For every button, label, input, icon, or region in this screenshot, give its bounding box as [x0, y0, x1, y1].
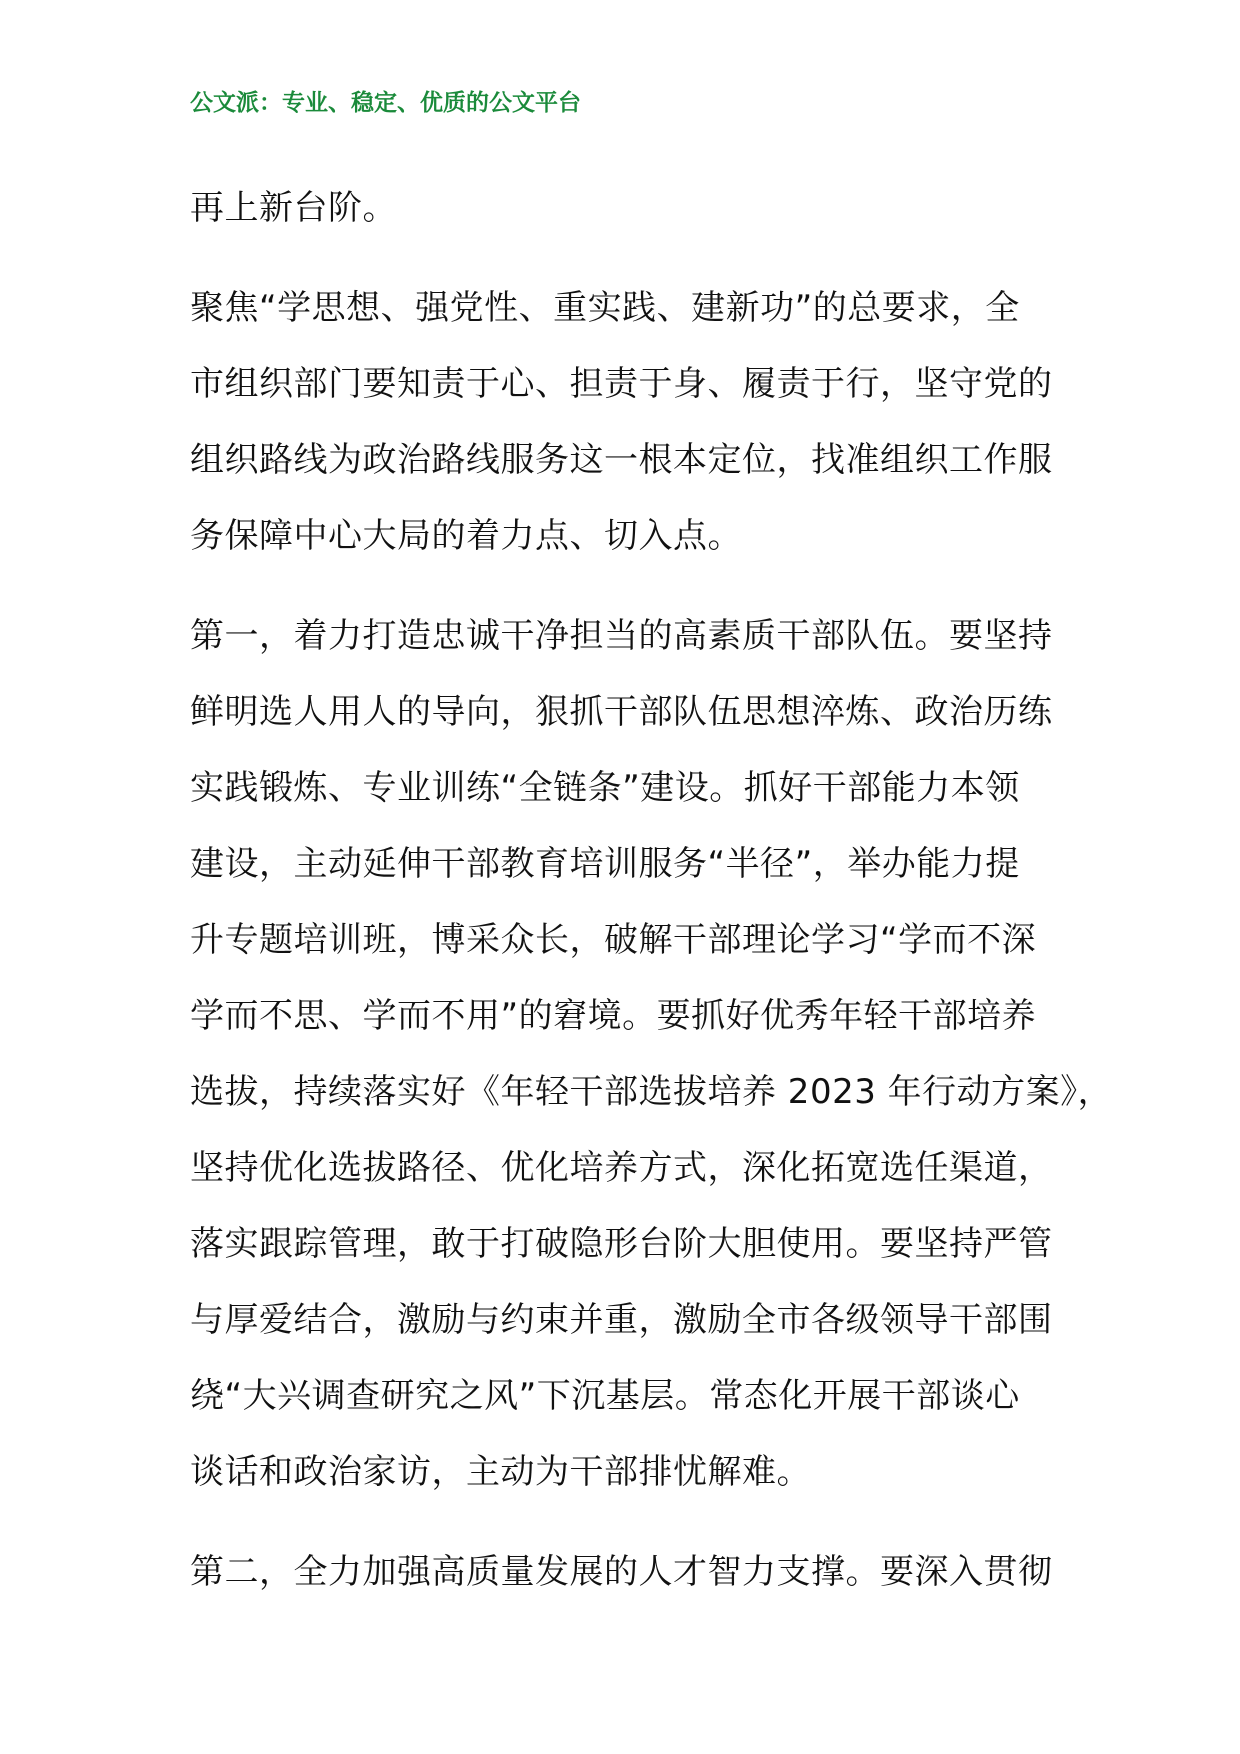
text-line: 与厚爱结合，激励与约束并重，激励全市各级领导干部围: [190, 1300, 1053, 1340]
text-line: 谈话和政治家访，主动为干部排忧解难。: [190, 1452, 811, 1492]
page-header: 公文派：专业、稳定、优质的公文平台: [190, 90, 581, 116]
text-line: 组织路线为政治路线服务这一根本定位，找准组织工作服: [190, 440, 1053, 480]
text-line: 再上新台阶。: [190, 188, 397, 228]
text-line: 建设，主动延伸干部教育培训服务“半径”，举办能力提: [190, 844, 1020, 884]
text-line: 市组织部门要知责于心、担责于身、履责于行，坚守党的: [190, 364, 1053, 404]
paragraph-3: [190, 598, 1113, 1510]
text-line: 选拔，持续落实好《年轻干部选拔培养 2023 年行动方案》，: [190, 1072, 1113, 1112]
document-body: [190, 170, 1113, 1610]
text-line: 第一，着力打造忠诚干净担当的高素质干部队伍。要坚持: [190, 616, 1053, 656]
paragraph-2: [190, 270, 1090, 574]
text-line: 学而不思、学而不用”的窘境。要抓好优秀年轻干部培养: [190, 996, 1037, 1036]
paragraph-4: [190, 1534, 1090, 1610]
text-line: 绕“大兴调查研究之风”下沉基层。常态化开展干部谈心: [190, 1376, 1020, 1416]
text-line: 鲜明选人用人的导向，狠抓干部队伍思想淬炼、政治历练: [190, 692, 1053, 732]
text-line: 坚持优化选拔路径、优化培养方式，深化拓宽选任渠道，: [190, 1148, 1053, 1188]
text-line: 务保障中心大局的着力点、切入点。: [190, 516, 742, 556]
text-line: 升专题培训班，博采众长，破解干部理论学习“学而不深: [190, 920, 1037, 960]
text-line: 实践锻炼、专业训练“全链条”建设。抓好干部能力本领: [190, 768, 1020, 808]
text-line: 落实跟踪管理，敢于打破隐形台阶大胆使用。要坚持严管: [190, 1224, 1053, 1264]
text-line: 第二，全力加强高质量发展的人才智力支撑。要深入贯彻: [190, 1552, 1053, 1592]
text-line: 聚焦“学思想、强党性、重实践、建新功”的总要求，全: [190, 288, 1020, 328]
paragraph-1: [190, 170, 1090, 246]
